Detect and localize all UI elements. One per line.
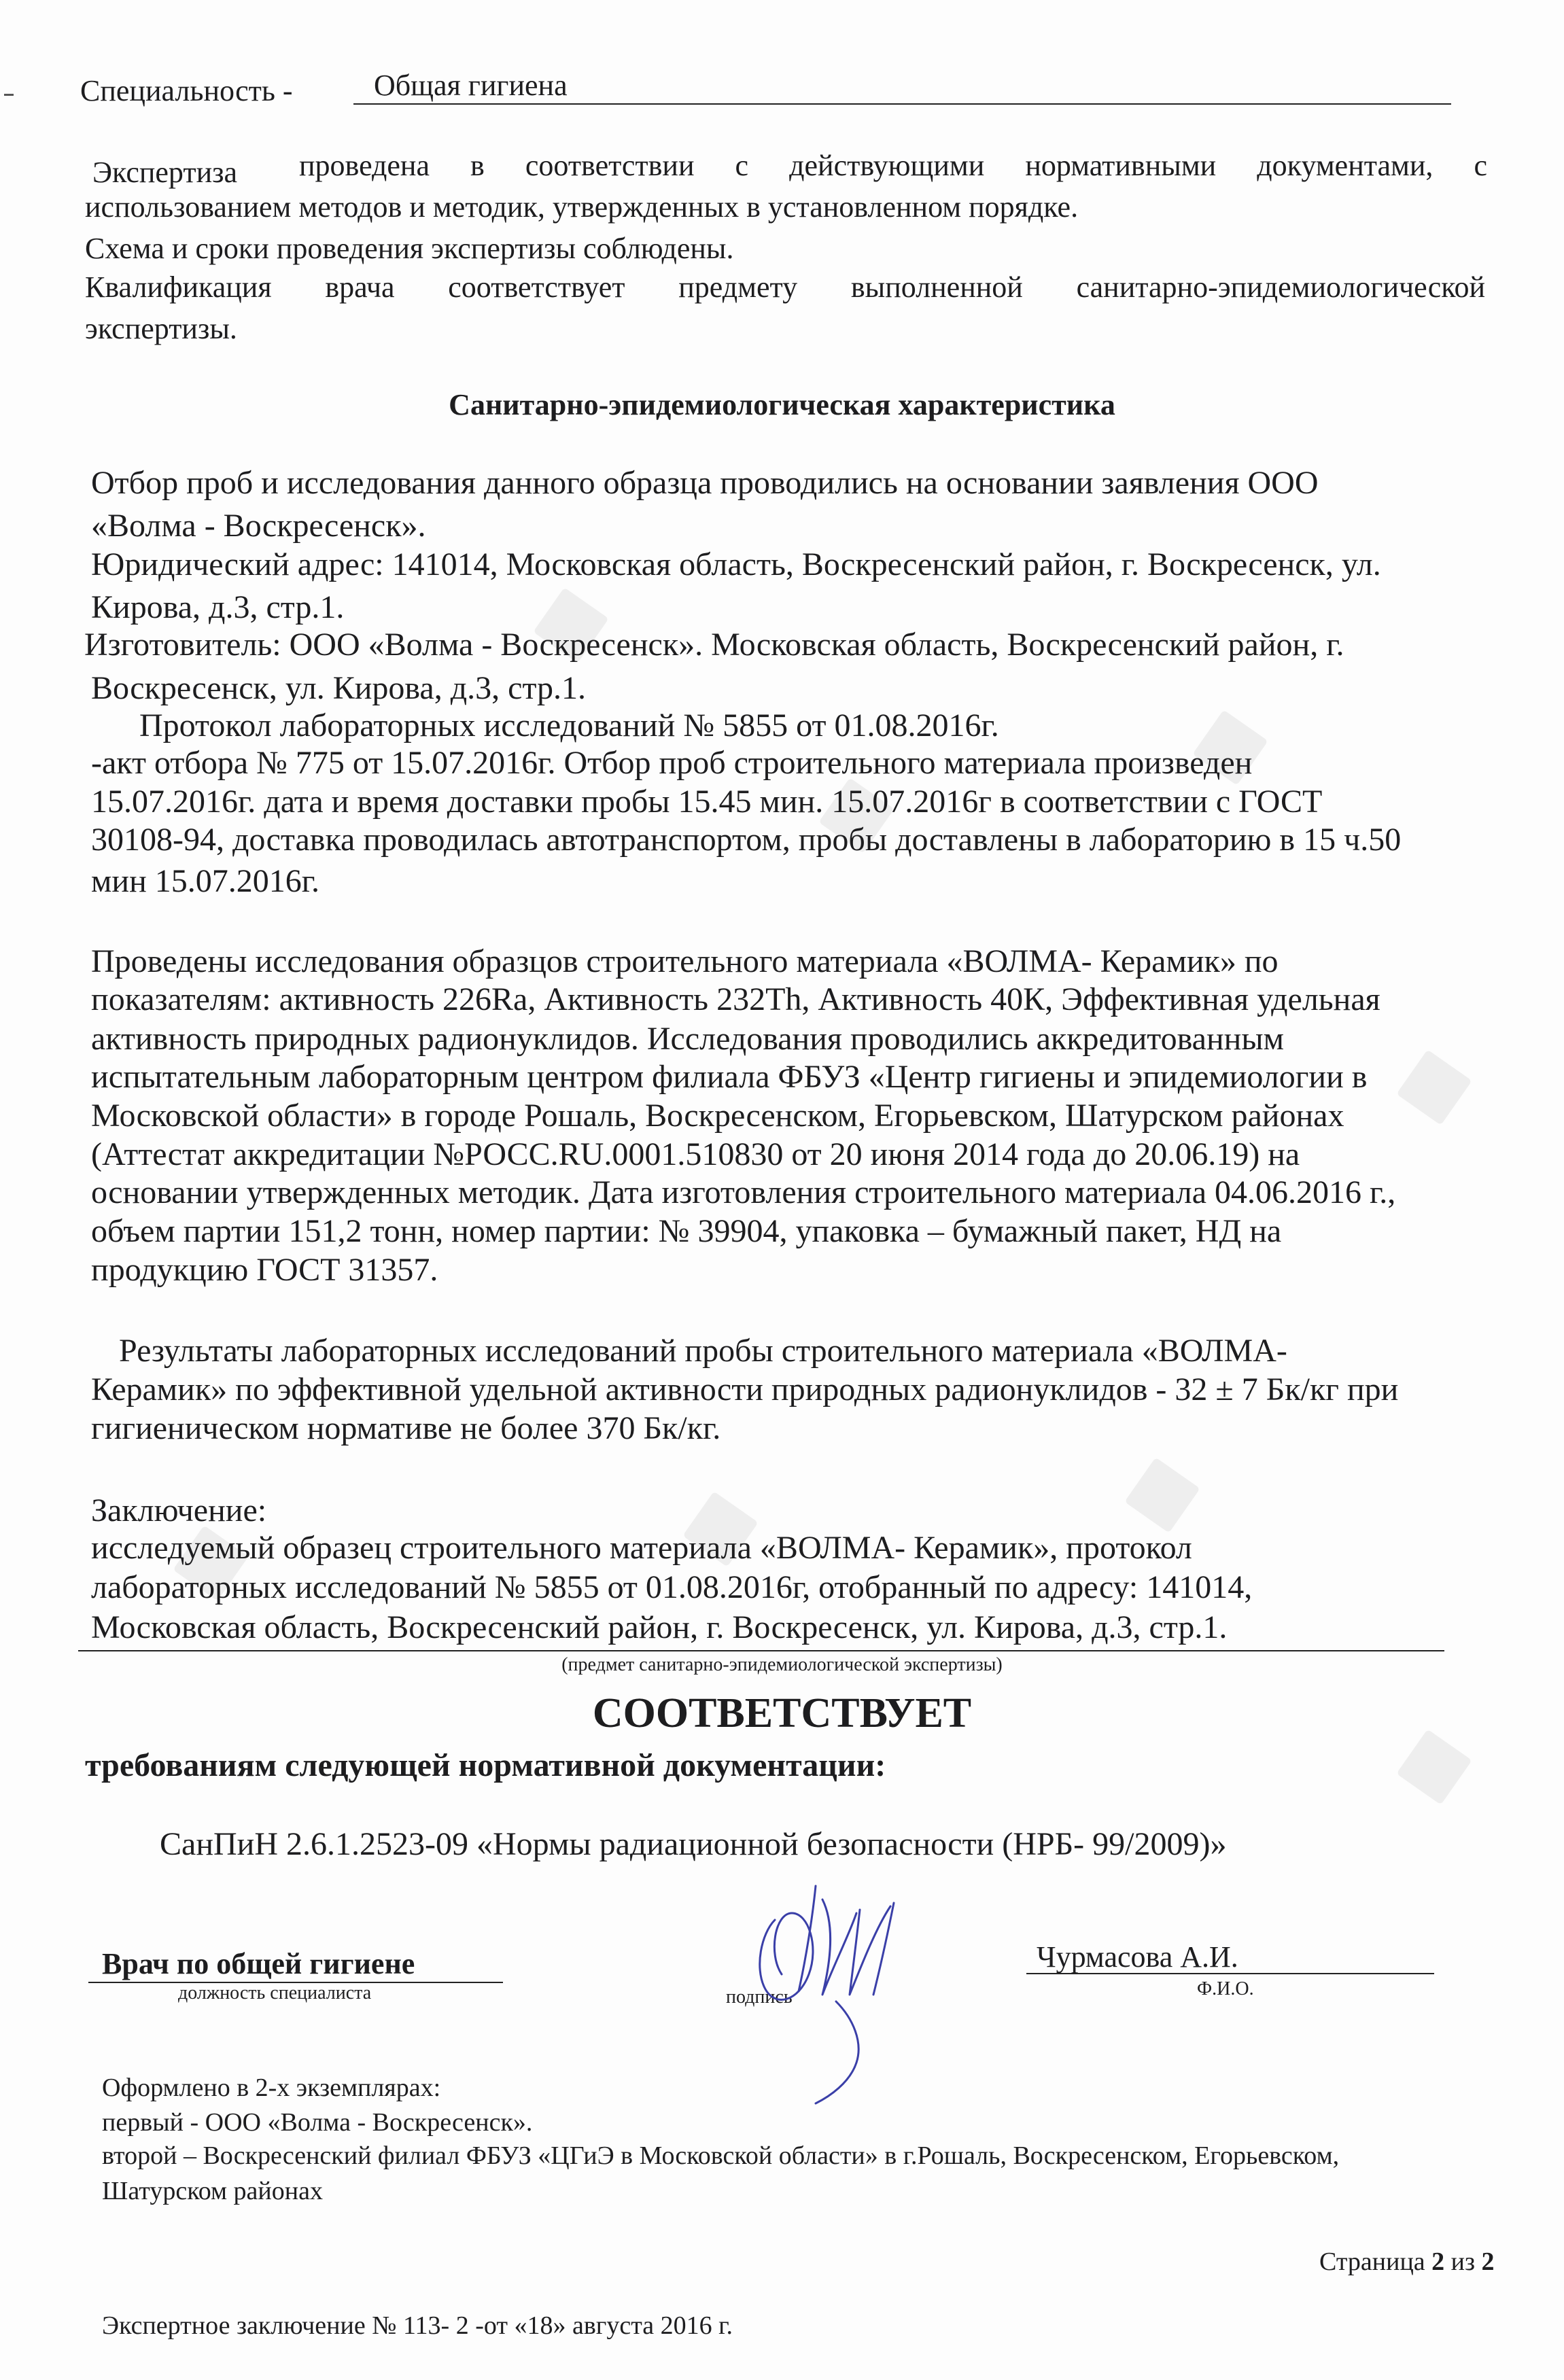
- char-line: Протокол лабораторных исследований № 5855 от 01.08.2016г.: [139, 707, 999, 743]
- intro-line-1: проведена в соответствии с действующими нормативными документами, с: [299, 149, 1487, 182]
- verdict: СООТВЕТСТВУЕТ: [592, 1690, 972, 1736]
- char-line: -акт отбора № 775 от 15.07.2016г. Отбор проб строительного материала произведен: [91, 745, 1253, 781]
- char-line: мин 15.07.2016г.: [91, 863, 320, 899]
- research-line: испытательным лабораторным центром филиала ФБУЗ «Центр гигиены и эпидемиологии в: [91, 1059, 1368, 1095]
- conclusion-caption: (предмет санитарно-эпидемиологической экспертизы): [561, 1654, 1003, 1675]
- intro-line-5: экспертизы.: [85, 312, 237, 345]
- char-line: 15.07.2016г. дата и время доставки пробы 15.45 мин. 15.07.2016г в соответствии с ГОСТ: [91, 784, 1323, 820]
- specialty-underline: [353, 103, 1451, 105]
- conclusion-line: исследуемый образец строительного материала «ВОЛМА- Керамик», протокол: [91, 1530, 1192, 1566]
- research-line: Проведены исследования образцов строительного материала «ВОЛМА- Керамик» по: [91, 943, 1279, 979]
- copies-line: Шатурском районах: [102, 2177, 323, 2205]
- handwritten-signature: [734, 1872, 958, 2110]
- char-line: Изготовитель: ООО «Волма - Воскресенск». Московская область, Воскресенский район, г.: [84, 627, 1344, 663]
- char-line: Юридический адрес: 141014, Московская область, Воскресенский район, г. Воскресенск, ул.: [91, 546, 1381, 582]
- char-line: 30108-94, доставка проводилась автотранспортом, пробы доставлены в лабораторию в 15 ч.50: [91, 822, 1402, 858]
- char-line: Отбор проб и исследования данного образца проводились на основании заявления ООО: [91, 465, 1319, 501]
- research-line: объем партии 151,2 тонн, номер партии: № 39904, упаковка – бумажный пакет, НД на: [91, 1213, 1282, 1249]
- conclusion-line: лабораторных исследований № 5855 от 01.08.2016г, отобранный по адресу: 141014,: [91, 1569, 1253, 1605]
- page-of: из: [1450, 2247, 1476, 2276]
- watermark-icon: [1393, 1019, 1475, 1155]
- page-current: 2: [1431, 2247, 1445, 2276]
- research-line: Московской области» в городе Рошаль, Воскресенском, Егорьевском, Шатурском районах: [91, 1098, 1344, 1134]
- page-word: Страница: [1319, 2247, 1425, 2276]
- research-line: основании утвержденных методик. Дата изготовления строительного материала 04.06.2016 г.,: [91, 1174, 1396, 1210]
- intro-line-3: Схема и сроки проведения экспертизы соблюдены.: [85, 232, 734, 265]
- document-reference: Экспертное заключение № 113- 2 -от «18» августа 2016 г.: [102, 2311, 733, 2340]
- intro-word: Экспертиза: [92, 156, 238, 189]
- scan-mark: [4, 94, 14, 96]
- specialty-value: Общая гигиена: [374, 69, 568, 102]
- specialty-label: Специальность -: [80, 74, 293, 107]
- section-title: Санитарно-эпидемиологическая характеристика: [449, 388, 1115, 421]
- position-title: Врач по общей гигиене: [102, 1947, 415, 1980]
- char-line: Кирова, д.3, стр.1.: [91, 589, 345, 625]
- intro-line-4: Квалификация врача соответствует предмету выполненной санитарно-эпидемиологической: [85, 270, 1485, 304]
- doctor-name: Чурмасова А.И.: [1037, 1940, 1238, 1974]
- conclusion-label: Заключение:: [91, 1492, 267, 1528]
- copies-line: второй – Воскресенский филиал ФБУЗ «ЦГиЭ в Московской области» в г.Рошаль, Воскресенском, Егорьевском,: [102, 2141, 1340, 2170]
- char-line: «Волма - Воскресенск».: [91, 508, 426, 544]
- copies-line: Оформлено в 2-х экземплярах:: [102, 2073, 441, 2102]
- position-caption: должность специалиста: [178, 1982, 372, 2003]
- research-line: активность природных радионуклидов. Исследования проводились аккредитованным: [91, 1021, 1284, 1057]
- research-line: (Аттестат аккредитации №РОСС.RU.0001.510830 от 20 июня 2014 года до 20.06.19) на: [91, 1136, 1300, 1172]
- page-total: 2: [1481, 2247, 1495, 2276]
- requirements-heading: требованиям следующей нормативной документации:: [85, 1747, 886, 1783]
- intro-line-2: использованием методов и методик, утвержденных в установленном порядке.: [85, 190, 1079, 224]
- research-line: показателям: активность 226Ra, Активность 232Th, Активность 40К, Эффективная удельная: [91, 981, 1380, 1017]
- research-line: продукцию ГОСТ 31357.: [91, 1252, 438, 1288]
- page-number: [1319, 2247, 1495, 2277]
- conclusion-underline: [78, 1650, 1444, 1651]
- copies-line: первый - ООО «Волма - Воскресенск».: [102, 2108, 533, 2137]
- results-line: гигиеническом нормативе не более 370 Бк/кг.: [91, 1410, 721, 1446]
- name-underline: [1026, 1973, 1434, 1974]
- signature-caption: подпись: [726, 1987, 793, 2008]
- results-line: Результаты лабораторных исследований пробы строительного материала «ВОЛМА-: [119, 1333, 1287, 1369]
- char-line: Воскресенск, ул. Кирова, д.3, стр.1.: [91, 670, 587, 706]
- conclusion-line: Московская область, Воскресенский район, г. Воскресенск, ул. Кирова, д.3, стр.1.: [91, 1609, 1228, 1645]
- results-line: Керамик» по эффективной удельной активности природных радионуклидов - 32 ± 7 Бк/кг при: [91, 1371, 1399, 1407]
- name-caption: Ф.И.О.: [1197, 1978, 1254, 1999]
- normative-document: СанПиН 2.6.1.2523-09 «Нормы радиационной безопасности (НРБ- 99/2009)»: [160, 1826, 1227, 1862]
